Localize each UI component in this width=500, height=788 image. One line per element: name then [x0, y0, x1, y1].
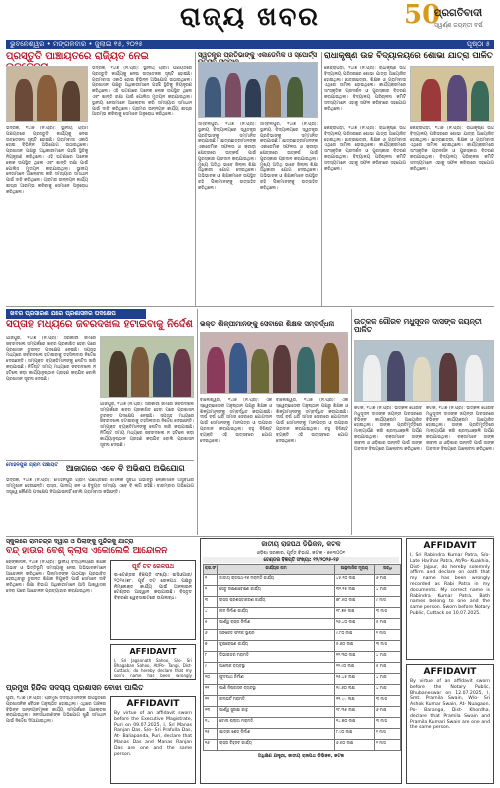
tender-table [203, 564, 401, 751]
story-2-photo [198, 62, 318, 118]
tender-cell: ଡିଭାଇଡର ମରାମତି [218, 652, 335, 663]
tender-cell: ୨୬.୪୦ ଲକ୍ଷ [335, 619, 375, 630]
tender-cell: ୧୪.୭୦ ଲକ୍ଷ [335, 718, 375, 729]
tender-cell: ରାସ୍ତା ପ୍ରଶସ୍ତୀକରଣ କାର୍ଯ୍ୟ [218, 597, 335, 608]
tender-row [204, 663, 401, 674]
affidavit-box-2-body: By virtue of an affidavit sworn before the Notary Public, Bhubaneswar on 12.07.2025, I, Smt. Pramila Swain, W/o- Sri Ashok Kumar Swain, At- Nuagaon, Po- Baranga, Dist- Khordha, declare that Pramila Swain and Pramila Kumari Swain are one and the same person. [410, 679, 490, 731]
tender-cell: ୩ ମାସ [375, 608, 401, 619]
tender-row [204, 608, 401, 619]
tender-row [204, 586, 401, 597]
tender-cell: ୫ [204, 619, 218, 630]
story-1-photo [6, 66, 88, 122]
tender-row [204, 619, 401, 630]
tender-cell: ୩୨.୧୫ ଲକ୍ଷ [335, 586, 375, 597]
tender-row [204, 575, 401, 586]
tender-cell: ପାଣି ନିଷ୍କାସନ ବ୍ୟବସ୍ଥା [218, 685, 335, 696]
story-8-headline-b: ବନ୍ଦ୍ ହାଉର ବେଶ୍ କ୍ଲାସ ଏକୋଲେକି ଆନ୍ଦୋଳନ [6, 546, 168, 556]
tender-cell: ୧୮.୭୫ ଲକ୍ଷ [335, 608, 375, 619]
affidavit-box-2-title: AFFIDAVIT [423, 667, 477, 677]
story-5-headline: ଭକ୍ତ ଶିଳ୍ପୀମାନଙ୍କୁ ସେବାରେ ଶିକ୍ଷକ ସମ୍ବର୍ଦ୍ଧନା [200, 319, 335, 328]
story-5-photo [200, 332, 348, 394]
tender-col-cost: ଆନୁମାନିକ ମୂଲ୍ୟ [335, 565, 375, 575]
railway-notice-body: ଇ-ଟେଣ୍ଡର ବିଜ୍ଞପ୍ତି ସଂଖ୍ୟା: ଇସିଓଆର/୨୦୨୫/୭୮. ପୂର୍ବ ତଟ ରେଳପଥ ପକ୍ଷରୁ ନିମ୍ନୋକ୍ତ କାର୍ଯ୍ୟ ପାଇଁ ଅନଲାଇନ ଟେଣ୍ଡର ଆହ୍ୱାନ କରାଯାଉଛି। ବିସ୍ତୃତ ବିବରଣୀ ୱେବସାଇଟରେ ଉପଲବ୍ଧ। [114, 573, 192, 602]
tender-row [204, 707, 401, 718]
column-rule [321, 52, 322, 306]
story-2-body: ସମ୍ବଲପୁର, ୧୪ା୭ (ନି.ପ୍ର): ସ୍ଥାନୀୟ ବିଦ୍ୟାଳୟରେ ସ୍ୱତନ୍ତ୍ର ପ୍ରତିଭାଙ୍କୁ ସମ୍ମାନିତ କରାଯାଇଛି। ଛାତ୍ରଛାତ୍ରୀମାନଙ୍କ ଏକାଡେମିକ ସଫଳତା ଓ କ୍ରୀଡ଼ା କ୍ଷେତ୍ରରେ ଉତ୍କର୍ଷ ପାଇଁ ପୁରସ୍କାର ପ୍ରଦାନ କରାଯାଇଥିଲା। ମୁଖ୍ୟ ଅତିଥି ଭାବେ ଜିଲ୍ଲା ଶିକ୍ଷା ଅଧିକାରୀ ଯୋଗ ଦେଇଥିଲେ। ଅଭିଭାବକ ଓ ଶିକ୍ଷକମାନେ ଉପସ୍ଥିତ ରହି ପିଲାମାନଙ୍କୁ ଉତ୍ସାହିତ କରିଥିଲେ। [198, 122, 256, 191]
masthead [0, 0, 500, 38]
story-9-headline: ପ୍ରମୁଖ ହିନ୍ଦିକ ସଦସ୍ୟ ପ୍ରଶାସନ ବୋଝା ପାଲିତ [6, 683, 144, 692]
tender-cell: ୫ ମାସ [375, 663, 401, 674]
tender-cell: ୨ ମାସ [375, 630, 401, 641]
page-number: ପୃଷ୍ଠା ୫ [466, 40, 490, 48]
tender-cell: ୧୦ [204, 674, 218, 685]
story-4-banner: ଖବର ପ୍ରସାରଣ ଯରେ ପ୍ରଶାସନର ପଦକ୍ଷେପ [6, 309, 146, 319]
tender-row [204, 630, 401, 641]
tender-cell: ୪୫.୨୦ ଲକ୍ଷ [335, 575, 375, 586]
affidavit-box-1-title: AFFIDAVIT [423, 541, 477, 551]
section-rule [6, 460, 194, 461]
story-4-photo [100, 336, 194, 398]
section-rule [6, 306, 494, 307]
tender-cell: ୪ ମାସ [375, 674, 401, 685]
story-7-kicker: ମୋହନପୁର ଗ୍ରାମ ପଞ୍ଚାୟତ [6, 462, 58, 468]
railway-notice-title: ପୂର୍ବ ତଟ ରେଳପଥ [131, 563, 175, 570]
tender-row [204, 652, 401, 663]
tender-cell: ୧ [204, 575, 218, 586]
story-3-body-cont-2: କେନ୍ଦ୍ରାପଡ଼ା, ୧୪ା୭ (ନି.ପ୍ର): ରାଧାକୃଷ୍ଣ ଉଚ୍ଚ ବିଦ୍ୟାଳୟ ପରିସରରେ ଶୋଭା ଯାତ୍ରା ଆୟୋଜିତ ହୋଇଥିଲା। ଛାତ୍ରଛାତ୍ରୀ, ଶିକ୍ଷକ ଓ ଗ୍ରାମବାସୀ ଏଥିରେ ସାମିଲ ହୋଇଥିଲେ। କାର୍ଯ୍ୟକ୍ରମରେ ସାଂସ୍କୃତିକ ପ୍ରଦର୍ଶନ ଓ ପୁରସ୍କାର ବିତରଣ କରାଯାଇଥିଲା। ବିଦ୍ୟାଳୟ ପରିଚାଳନା କମିଟି ସଦସ୍ୟମାନେ ଏହାକୁ ସଫଳ କରିବାରେ ସହଯୋଗ କରିଥିଲେ। [410, 126, 494, 172]
tender-cell: ୧୯.୬୦ ଲକ୍ଷ [335, 685, 375, 696]
tender-footer: ଅଧିକ୍ଷଣ ଯନ୍ତ୍ରୀ, ଜାତୀୟ ରାଜପଥ ଡିଭିଜନ, କଟକ [257, 754, 345, 759]
tender-cell: ୧୬ [204, 740, 218, 751]
tender-cell: ଯାତ୍ରୀ ଶେଡ୍ ନିର୍ମାଣ [218, 729, 335, 740]
tender-cell: ୧୨.୩୦ ଲକ୍ଷ [335, 652, 375, 663]
affidavit-box-small-body: I, Sri Jagannath Sahoo, S/o- Sri Bhagaban Sahoo, At/Po- Tangi, Dist- Cuttack, do hereby declare that my son's name has been wrongly [114, 658, 192, 678]
tender-row [204, 641, 401, 652]
affidavit-box-2 [406, 664, 494, 784]
tender-cell: ୬ [204, 630, 218, 641]
date-text: ଭୁବନେଶ୍ୱର • ମଙ୍ଗଳବାର • ଜୁଲାଇ ୧୫, ୨୦୨୫ [10, 40, 143, 48]
story-4-headline: ସପ୍ତାହ ମଧ୍ୟରେ ଜବରଦଖଲ ହଟାଇବାକୁ ନିର୍ଦ୍ଦେଶ [6, 319, 193, 330]
story-6-body: କଟକ, ୧୪ା୭ (ନି.ପ୍ର): ଉତ୍କଳ ଗୌରବ ମଧୁସୂଦନ ଦାସଙ୍କ ଜୟନ୍ତୀ ଅବସରରେ ବିଭିନ୍ନ କାର୍ଯ୍ୟକ୍ରମ ଆୟୋଜିତ ହୋଇଥିଲା। ତାଙ୍କ ପ୍ରତିମୂର୍ତ୍ତିରେ ମାଲ୍ୟାର୍ପଣ କରି ଶ୍ରଦ୍ଧାଞ୍ଜଳି ଅର୍ପଣ କରାଯାଇଥିଲା। ବକ୍ତାମାନେ ତାଙ୍କ ଜୀବନୀ ଓ ଓଡ଼ିଶାର ଉନ୍ନତି ପାଇଁ ତାଙ୍କ ଅବଦାନ ବିଷୟରେ ଆଲୋଚନା କରିଥିଲେ। [354, 406, 422, 452]
dateline-bar [6, 40, 494, 49]
affidavit-box-small [110, 644, 196, 680]
tender-col-sl: କ୍ର.ସଂ [204, 565, 218, 575]
tender-cell: ଟୋଲ ପ୍ଲାଜା ମରାମତି [218, 718, 335, 729]
affidavit-box-1 [406, 538, 494, 660]
tender-cell: ୪ ମାସ [375, 586, 401, 597]
affidavit-box-left [110, 696, 196, 784]
story-1-headline: ପ୍ରସ୍ତୁତି ପାଞ୍ଚାୟତରେ ରାଜ୍ୟିତ ନେଇ [6, 51, 149, 62]
tender-cell: ସଙ୍କେତ ଫଳକ ସ୍ଥାପନ [218, 630, 335, 641]
tender-row [204, 729, 401, 740]
tender-cell: ବୃକ୍ଷରୋପଣ କାର୍ଯ୍ୟ [218, 641, 335, 652]
section-rule [6, 536, 494, 537]
story-4-body: ଯାଜପୁର, ୧୪ା୭ (ନି.ପ୍ର): ସରକାରୀ ଜମିରେ ଜବରଦଖଲ ସମ୍ପର୍କରେ ଖବର ପ୍ରକାଶିତ ହେବା ପରେ ପ୍ରଶାସନ ତୁରନ୍ତ ପଦକ୍ଷେପ ନେଇଛି। ସପ୍ତାହ ମଧ୍ୟରେ ଜବରଦଖଲ ହଟାଇବାକୁ ତହସିଲଦାର ନିର୍ଦ୍ଦେଶ ଦେଇଛନ୍ତି। ସମ୍ପୃକ୍ତ ବ୍ୟକ୍ତିମାନଙ୍କୁ ନୋଟିସ ଜାରି କରାଯାଇଛି। ନିର୍ଦ୍ଦିଷ୍ଟ ସମୟ ମଧ୍ୟରେ ଜବରଦଖଲ ନ ହଟିଲେ କଡ଼ା କାର୍ଯ୍ୟାନୁଷ୍ଠାନ ଗ୍ରହଣ କରାଯିବ ବୋଲି ପ୍ରଶାସନ ସୂଚନା ଦେଇଛି। [6, 336, 96, 382]
story-1-body: ଭଦ୍ରକ, ୧୪ା୭ (ନି.ପ୍ର): ସ୍ଥାନୀୟ ଗ୍ରାମ ପଞ୍ଚାୟତରେ ପ୍ରସ୍ତୁତି କାର୍ଯ୍ୟକୁ ନେଇ ଉତ୍ତେଜନା ସୃଷ୍ଟି ହୋଇଛି। ଗ୍ରାମବାସୀ ଏକାଠି ହୋଇ ବିଭିନ୍ନ ଅଭିଯୋଗ ଉଠାଇଥିଲେ। ପ୍ରଶାସନ ପକ୍ଷରୁ ଅଧିକାରୀମାନେ ପହଞ୍ଚି ସ୍ଥିତିକୁ ନିୟନ୍ତ୍ରଣ କରିଥିଲେ। ଏହି ଘଟଣାରେ ଅନେକ ଲୋକ ଉପସ୍ଥିତ ଥିଲେ ଏବଂ ଶାନ୍ତି ରକ୍ଷା ପାଇଁ ପୋଲିସ ମୁତୟନ କରାଯାଇଥିଲା। ସ୍ଥାନୀୟ ନେତାମାନେ ଆଲୋଚନା କରି ସମସ୍ୟାର ସମାଧାନ ପାଇଁ ଦାବି କରିଥିଲେ। ଗ୍ରାମର ଉନ୍ନୟନ କାର୍ଯ୍ୟ ଶୀଘ୍ର ଆରମ୍ଭ କରିବାକୁ ସେମାନେ ଅନୁରୋଧ କରିଥିଲେ। [92, 66, 192, 118]
railway-notice [110, 560, 196, 640]
tender-cell: ୪ ମାସ [375, 652, 401, 663]
tender-cell: ଆଲୋକ ବ୍ୟବସ୍ଥା [218, 663, 335, 674]
tender-address: ଓଡ଼ିଶା ସରକାର, ପୂର୍ତ୍ତ ବିଭାଗ, କଟକ - ୭୫୩୦୦୧ [256, 551, 346, 556]
story-8-headline-a: ସ୍କୁଲରେ ରାମଚନ୍ଦ୍ର ଦ୍ୱାର ଓ ପିଲାଙ୍କୁ ମୁନ୍ଦିରକୁ ଯାତ୍ରା [6, 538, 134, 545]
tender-cell: ଜାତୀୟ ରାଜପଥ-୧୬ ମରାମତି କାର୍ଯ୍ୟ [218, 575, 335, 586]
story-3-headline: ରାଧାକୃଷ୍ଣ ଉଚ୍ଚ ବିଦ୍ୟାଳୟରେ ଶୋଭା ଯାତ୍ରା ପାଳିତ [324, 51, 493, 61]
tender-row [204, 718, 401, 729]
affidavit-box-1-body: I, Sri Rabindra Kumar Patra, S/o- Late Harihar Patra, At/Po- Kuakhia, Dist- Jajpur, do hereby solemnly affirm and declare on oath that my name has been wrongly recorded as Rabi Patra in my documents. My correct name is Rabindra Kumar Patra. Both names belong to one and the same person. Sworn before Notary Public, Cuttack on 10.07.2025. [410, 553, 491, 616]
tender-row [204, 674, 401, 685]
story-7-body: ଭଦ୍ରକ, ୧୪ା୭ (ନି.ପ୍ର): ମୋହନପୁର ଗ୍ରାମ ପଞ୍ଚାୟତରେ ମୌଳିକ ସୁବିଧା ଅଭାବରୁ ଲୋକମାନେ ଅସୁବିଧାର ସମ୍ମୁଖୀନ ହେଉଛନ୍ତି। ରାସ୍ତା, ପାନୀୟ ଜଳ ଓ ବିଦ୍ୟୁତ ସମସ୍ୟା ଏବେ ବି ଲାଗି ରହିଛି। ବାରମ୍ବାର ଅଭିଯୋଗ ସତ୍ତ୍ୱେ କୌଣସି ପଦକ୍ଷେପ ନିଆଯାଇନାହିଁ ବୋଲି ଗ୍ରାମବାସୀ କହିଛନ୍ତି। [6, 478, 194, 495]
tender-cell: ୮.୯୦ ଲକ୍ଷ [335, 729, 375, 740]
tender-cell: ୫ ମାସ [375, 619, 401, 630]
tender-cell: ୬ ମାସ [375, 575, 401, 586]
tender-notice [200, 538, 402, 784]
tender-table-body [204, 575, 401, 751]
story-9-body: ପୁରୀ, ୧୪ା୭ (ନି.ପ୍ର): ପ୍ରମୁଖ ସଦସ୍ୟମାନଙ୍କ ଉପସ୍ଥିତିରେ ପ୍ରଶାସନିକ ବୈଠକ ଅନୁଷ୍ଠିତ ହୋଇଥିଲା। ଏଥିରେ ଅଞ୍ଚଳର ବିଭିନ୍ନ ଉନ୍ନୟନମୂଳକ କାର୍ଯ୍ୟ ସମ୍ପର୍କରେ ଆଲୋଚନା କରାଯାଇଥିଲା। ଜନସାଧାରଣଙ୍କ ଅଭିଯୋଗ ଶୁଣି ସମାଧାନ ପାଇଁ ନିର୍ଦ୍ଦେଶ ଦିଆଯାଇଥିଲା। [6, 696, 106, 725]
affidavit-box-left-body: By virtue of an affidavit sworn before the Executive Magistrate, Puri on 09.07.2025, I, Sri Manas Ranjan Das, S/o- Sri Prafulla Das, At- Baliapanda, Puri, declare that Manas Das and Manas Ranjan Das are one and the same person. [114, 711, 192, 757]
tender-cell: ପାର୍ଶ୍ୱ ସୁରକ୍ଷା କାନ୍ଥ [218, 707, 335, 718]
tender-cell: ୨ ମାସ [375, 729, 401, 740]
tender-cell: ୩ ମାସ [375, 718, 401, 729]
affidavit-box-small-title: AFFIDAVIT [129, 647, 177, 656]
story-6-photo [354, 340, 494, 402]
logo-name: ପ୍ରଗତିବାଦୀ [434, 8, 483, 19]
newspaper-logo [404, 2, 494, 36]
tender-cell: ୪ ମାସ [375, 685, 401, 696]
story-8-body: ଢେଙ୍କାନାଳ, ୧୪ା୭ (ନି.ପ୍ର): ସ୍ଥାନୀୟ ବିଦ୍ୟାଳୟରେ ଶିକ୍ଷକ ଅଭାବ ଓ ଭିତ୍ତିଭୂମି ସମସ୍ୟାକୁ ନେଇ ଅଭିଭାବକମାନେ ଆନ୍ଦୋଳନ କରିଥିଲେ। ପିଲାମାନଙ୍କ ପାଠପଢ଼ା ପ୍ରଭାବିତ ହେଉଥିବାରୁ ତୁରନ୍ତ ଶିକ୍ଷକ ନିଯୁକ୍ତି ପାଇଁ ସେମାନେ ଦାବି କରିଥିଲେ। ଶିକ୍ଷା ବିଭାଗ ଅଧିକାରୀମାନେ ଆସି ଆଶ୍ୱାସନା ଦେବା ପରେ ଆନ୍ଦୋଳନ ପ୍ରତ୍ୟାହାର କରାଯାଇଥିଲା। [6, 560, 106, 594]
column-rule [197, 309, 198, 535]
tender-cell: ୩ ମାସ [375, 696, 401, 707]
tender-cell: ୬.୫୦ ଲକ୍ଷ [335, 740, 375, 751]
story-3-body: କେନ୍ଦ୍ରାପଡ଼ା, ୧୪ା୭ (ନି.ପ୍ର): ରାଧାକୃଷ୍ଣ ଉଚ୍ଚ ବିଦ୍ୟାଳୟ ପରିସରରେ ଶୋଭା ଯାତ୍ରା ଆୟୋଜିତ ହୋଇଥିଲା। ଛାତ୍ରଛାତ୍ରୀ, ଶିକ୍ଷକ ଓ ଗ୍ରାମବାସୀ ଏଥିରେ ସାମିଲ ହୋଇଥିଲେ। କାର୍ଯ୍ୟକ୍ରମରେ ସାଂସ୍କୃତିକ ପ୍ରଦର୍ଶନ ଓ ପୁରସ୍କାର ବିତରଣ କରାଯାଇଥିଲା। ବିଦ୍ୟାଳୟ ପରିଚାଳନା କମିଟି ସଦସ୍ୟମାନେ ଏହାକୁ ସଫଳ କରିବାରେ ସହଯୋଗ କରିଥିଲେ। [324, 66, 406, 112]
tender-cell: ୧୫.୪୫ ଲକ୍ଷ [335, 674, 375, 685]
tender-cell: ୪ [204, 608, 218, 619]
story-2-body-cont: ସମ୍ବଲପୁର, ୧୪ା୭ (ନି.ପ୍ର): ସ୍ଥାନୀୟ ବିଦ୍ୟାଳୟରେ ସ୍ୱତନ୍ତ୍ର ପ୍ରତିଭାଙ୍କୁ ସମ୍ମାନିତ କରାଯାଇଛି। ଛାତ୍ରଛାତ୍ରୀମାନଙ୍କ ଏକାଡେମିକ ସଫଳତା ଓ କ୍ରୀଡ଼ା କ୍ଷେତ୍ରରେ ଉତ୍କର୍ଷ ପାଇଁ ପୁରସ୍କାର ପ୍ରଦାନ କରାଯାଇଥିଲା। ମୁଖ୍ୟ ଅତିଥି ଭାବେ ଜିଲ୍ଲା ଶିକ୍ଷା ଅଧିକାରୀ ଯୋଗ ଦେଇଥିଲେ। ଅଭିଭାବକ ଓ ଶିକ୍ଷକମାନେ ଉପସ୍ଥିତ ରହି ପିଲାମାନଙ୍କୁ ଉତ୍ସାହିତ କରିଥିଲେ। [260, 122, 318, 191]
story-6-body-cont: କଟକ, ୧୪ା୭ (ନି.ପ୍ର): ଉତ୍କଳ ଗୌରବ ମଧୁସୂଦନ ଦାସଙ୍କ ଜୟନ୍ତୀ ଅବସରରେ ବିଭିନ୍ନ କାର୍ଯ୍ୟକ୍ରମ ଆୟୋଜିତ ହୋଇଥିଲା। ତାଙ୍କ ପ୍ରତିମୂର୍ତ୍ତିରେ ମାଲ୍ୟାର୍ପଣ କରି ଶ୍ରଦ୍ଧାଞ୍ଜଳି ଅର୍ପଣ କରାଯାଇଥିଲା। ବକ୍ତାମାନେ ତାଙ୍କ ଜୀବନୀ ଓ ଓଡ଼ିଶାର ଉନ୍ନତି ପାଇଁ ତାଙ୍କ ଅବଦାନ ବିଷୟରେ ଆଲୋଚନା କରିଥିଲେ। [426, 406, 494, 452]
tender-cell: ରାସ୍ତା ଚିହ୍ନଟ କାର୍ଯ୍ୟ [218, 740, 335, 751]
tender-cell: ନାଳ ନିର୍ମାଣ କାର୍ଯ୍ୟ [218, 608, 335, 619]
tender-cell: ୧୫ [204, 729, 218, 740]
tender-cell: ୫.୬୦ ଲକ୍ଷ [335, 641, 375, 652]
tender-cell: ୬ ମାସ [375, 707, 401, 718]
tender-cell: ୨ [204, 586, 218, 597]
tender-col-period: ଅବଧି [375, 565, 401, 575]
tender-cell: କଲଭର୍ଟ ମରାମତି [218, 696, 335, 707]
tender-cell: ୨ ମାସ [375, 740, 401, 751]
tender-cell: ୧୩ [204, 707, 218, 718]
story-5-body-cont: ବାଲେଶ୍ୱର, ୧୪ା୭ (ନି.ପ୍ର): ଏକ ସ୍ୱେଚ୍ଛାସେବୀ ଅନୁଷ୍ଠାନ ପକ୍ଷରୁ ଶିକ୍ଷକ ଓ ଶିଳ୍ପୀମାନଙ୍କୁ ସମ୍ବର୍ଦ୍ଧିତ କରାଯାଇଛି। ଦୀର୍ଘ ବର୍ଷ ଧରି ସମାଜ ସେବାରେ ଯୋଗଦାନ ପାଇଁ ସେମାନଙ୍କୁ ମାନପତ୍ର ଓ ଉପହାର ପ୍ରଦାନ କରାଯାଇଥିଲା। ବହୁ ବିଶିଷ୍ଟ ବ୍ୟକ୍ତି ଏହି ଉତ୍ସବରେ ଯୋଗ ଦେଇଥିଲେ। [276, 398, 348, 444]
tender-cell: ସେତୁ ରକ୍ଷଣାବେକ୍ଷଣ କାର୍ଯ୍ୟ [218, 586, 335, 597]
tender-cell: ୩ ମାସ [375, 641, 401, 652]
story-3-photo [410, 66, 494, 122]
story-3-body-cont: କେନ୍ଦ୍ରାପଡ଼ା, ୧୪ା୭ (ନି.ପ୍ର): ରାଧାକୃଷ୍ଣ ଉଚ୍ଚ ବିଦ୍ୟାଳୟ ପରିସରରେ ଶୋଭା ଯାତ୍ରା ଆୟୋଜିତ ହୋଇଥିଲା। ଛାତ୍ରଛାତ୍ରୀ, ଶିକ୍ଷକ ଓ ଗ୍ରାମବାସୀ ଏଥିରେ ସାମିଲ ହୋଇଥିଲେ। କାର୍ଯ୍ୟକ୍ରମରେ ସାଂସ୍କୃତିକ ପ୍ରଦର୍ଶନ ଓ ପୁରସ୍କାର ବିତରଣ କରାଯାଇଥିଲା। ବିଦ୍ୟାଳୟ ପରିଚାଳନା କମିଟି ସଦସ୍ୟମାନେ ଏହାକୁ ସଫଳ କରିବାରେ ସହଯୋଗ କରିଥିଲେ। [324, 126, 406, 172]
tender-cell: ୩ [204, 597, 218, 608]
tender-cell: ୭ [204, 641, 218, 652]
tender-cell: ୧୪ [204, 718, 218, 729]
story-7-headline: ଆଜାଗରେ ଏବେ ବି ଅଭିଶପ ଅଭିଯୋଗ [66, 463, 185, 473]
story-6-headline: ଉତ୍କଳ ଗୌରବ ମଧୁସୂଦନ ଦାସଙ୍କ ଜୟନ୍ତୀ ପାଳିତ [354, 317, 482, 334]
tender-title: ଜାତୀୟ ରାଜପଥ ଡିଭିଜନ, କଟକ [261, 540, 341, 548]
tender-cell: ୧୨ [204, 696, 218, 707]
story-1-body-cont: ଭଦ୍ରକ, ୧୪ା୭ (ନି.ପ୍ର): ସ୍ଥାନୀୟ ଗ୍ରାମ ପଞ୍ଚାୟତରେ ପ୍ରସ୍ତୁତି କାର୍ଯ୍ୟକୁ ନେଇ ଉତ୍ତେଜନା ସୃଷ୍ଟି ହୋଇଛି। ଗ୍ରାମବାସୀ ଏକାଠି ହୋଇ ବିଭିନ୍ନ ଅଭିଯୋଗ ଉଠାଇଥିଲେ। ପ୍ରଶାସନ ପକ୍ଷରୁ ଅଧିକାରୀମାନେ ପହଞ୍ଚି ସ୍ଥିତିକୁ ନିୟନ୍ତ୍ରଣ କରିଥିଲେ। ଏହି ଘଟଣାରେ ଅନେକ ଲୋକ ଉପସ୍ଥିତ ଥିଲେ ଏବଂ ଶାନ୍ତି ରକ୍ଷା ପାଇଁ ପୋଲିସ ମୁତୟନ କରାଯାଇଥିଲା। ସ୍ଥାନୀୟ ନେତାମାନେ ଆଲୋଚନା କରି ସମସ୍ୟାର ସମାଧାନ ପାଇଁ ଦାବି କରିଥିଲେ। ଗ୍ରାମର ଉନ୍ନୟନ କାର୍ଯ୍ୟ ଶୀଘ୍ର ଆରମ୍ଭ କରିବାକୁ ସେମାନେ ଅନୁରୋଧ କରିଥିଲେ। [6, 126, 88, 195]
tender-cell: ୧୧.২০ ଲକ୍ଷ [335, 696, 375, 707]
logo-tagline: ସ୍ୱର୍ଣ୍ଣ ଜୟନ୍ତୀ ବର୍ଷ [434, 22, 483, 29]
page-title: ରାଜ୍ୟ ଖବର [179, 2, 321, 32]
column-rule [351, 309, 352, 535]
tender-row [204, 696, 401, 707]
tender-row [204, 685, 401, 696]
tender-table-header [204, 565, 401, 575]
tender-cell: ୭୮.୫୦ ଲକ୍ଷ [335, 597, 375, 608]
tender-cell: ୯.୮୦ ଲକ୍ଷ [335, 630, 375, 641]
tender-cell: ୯ [204, 663, 218, 674]
tender-cell: ପାର୍ଶ୍ୱ ରାସ୍ତା ନିର୍ମାଣ [218, 619, 335, 630]
logo-number: 50 [404, 0, 441, 30]
story-2-headline: ସ୍ୱତନ୍ତ୍ର ପ୍ରତିଭାଙ୍କୁ ଏକାଡେମିକ ଓ ସ୍ପୋର୍ଟ୍ସ [198, 51, 318, 59]
tender-cell: ଫୁଟପାଥ ନିର୍ମାଣ [218, 674, 335, 685]
tender-notice-number: ଟେଣ୍ଡର ବିଜ୍ଞପ୍ତି ସଂଖ୍ୟା: ୧୨/୨୦୨୫-୨୬ [203, 557, 399, 563]
story-5-body: ବାଲେଶ୍ୱର, ୧୪ା୭ (ନି.ପ୍ର): ଏକ ସ୍ୱେଚ୍ଛାସେବୀ ଅନୁଷ୍ଠାନ ପକ୍ଷରୁ ଶିକ୍ଷକ ଓ ଶିଳ୍ପୀମାନଙ୍କୁ ସମ୍ବର୍ଦ୍ଧିତ କରାଯାଇଛି। ଦୀର୍ଘ ବର୍ଷ ଧରି ସମାଜ ସେବାରେ ଯୋଗଦାନ ପାଇଁ ସେମାନଙ୍କୁ ମାନପତ୍ର ଓ ଉପହାର ପ୍ରଦାନ କରାଯାଇଥିଲା। ବହୁ ବିଶିଷ୍ଟ ବ୍ୟକ୍ତି ଏହି ଉତ୍ସବରେ ଯୋଗ ଦେଇଥିଲେ। [200, 398, 272, 444]
tender-cell: ୧୧ [204, 685, 218, 696]
affidavit-box-left-title: AFFIDAVIT [126, 699, 180, 709]
tender-row [204, 740, 401, 751]
tender-cell: ୨୨.୯୦ ଲକ୍ଷ [335, 663, 375, 674]
tender-col-work: କାର୍ଯ୍ୟର ନାମ [218, 565, 335, 575]
tender-cell: ୮ [204, 652, 218, 663]
tender-cell: ୨୮.୩୫ ଲକ୍ଷ [335, 707, 375, 718]
story-4-body-cont: ଯାଜପୁର, ୧୪ା୭ (ନି.ପ୍ର): ସରକାରୀ ଜମିରେ ଜବରଦଖଲ ସମ୍ପର୍କରେ ଖବର ପ୍ରକାଶିତ ହେବା ପରେ ପ୍ରଶାସନ ତୁରନ୍ତ ପଦକ୍ଷେପ ନେଇଛି। ସପ୍ତାହ ମଧ୍ୟରେ ଜବରଦଖଲ ହଟାଇବାକୁ ତହସିଲଦାର ନିର୍ଦ୍ଦେଶ ଦେଇଛନ୍ତି। ସମ୍ପୃକ୍ତ ବ୍ୟକ୍ତିମାନଙ୍କୁ ନୋଟିସ ଜାରି କରାଯାଇଛି। ନିର୍ଦ୍ଦିଷ୍ଟ ସମୟ ମଧ୍ୟରେ ଜବରଦଖଲ ନ ହଟିଲେ କଡ଼ା କାର୍ଯ୍ୟାନୁଷ୍ଠାନ ଗ୍ରହଣ କରାଯିବ ବୋଲି ପ୍ରଶାସନ ସୂଚନା ଦେଇଛି। [100, 402, 194, 448]
tender-cell: ୯ ମାସ [375, 597, 401, 608]
tender-row [204, 597, 401, 608]
column-rule [195, 52, 196, 306]
